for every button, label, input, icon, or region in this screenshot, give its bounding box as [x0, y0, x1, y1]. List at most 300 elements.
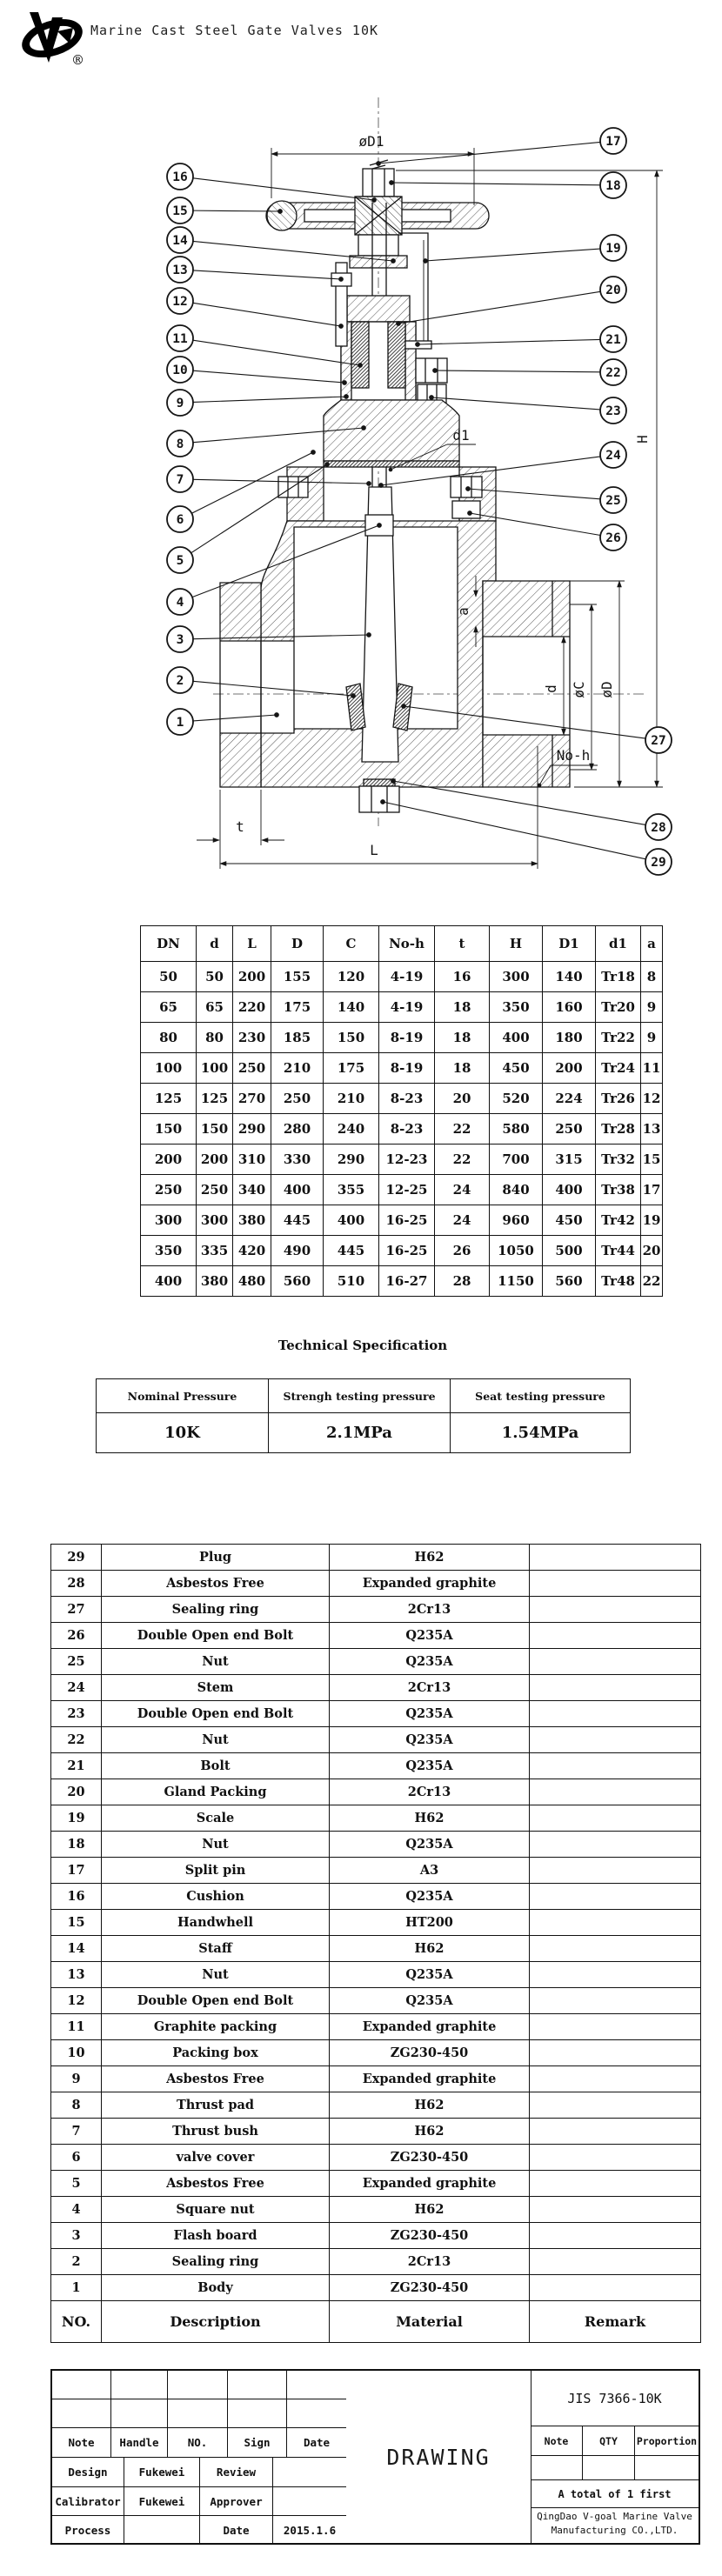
callout-number: 11	[172, 332, 188, 346]
callout-number: 25	[605, 494, 621, 508]
part-row	[51, 1649, 701, 1675]
dim-cell: Tr26	[596, 1084, 641, 1114]
part-row	[51, 2171, 701, 2197]
dim-cell: 250	[141, 1175, 197, 1205]
dim-cell: 80	[197, 1023, 233, 1053]
empty-cell	[583, 2456, 635, 2480]
dim-cell: 250	[197, 1175, 233, 1205]
part-row	[51, 1832, 701, 1858]
part-cell	[530, 2092, 701, 2119]
callout-number: 24	[605, 449, 621, 463]
callout-number: 23	[605, 404, 621, 418]
dim-cell: 16	[435, 962, 490, 992]
callout-number: 17	[605, 135, 621, 149]
qty-col-header: QTY	[583, 2426, 635, 2456]
callout-10	[167, 357, 344, 383]
callout-number: 22	[605, 366, 621, 380]
callout-number: 14	[172, 234, 188, 248]
part-cell: 22	[51, 1727, 102, 1753]
part-cell: 9	[51, 2066, 102, 2092]
callout-number: 28	[651, 821, 666, 835]
part-cell	[530, 1649, 701, 1675]
callout-leader	[193, 340, 360, 365]
company-name	[531, 2508, 699, 2539]
part-row	[51, 1910, 701, 1936]
dim-cell: 270	[233, 1084, 271, 1114]
part-cell: Staff	[102, 1936, 330, 1962]
dim-cell: Tr18	[596, 962, 641, 992]
part-cell: 12	[51, 1988, 102, 2014]
dim-cell: Tr24	[596, 1053, 641, 1084]
dim-cell: 240	[324, 1114, 379, 1145]
callout-number: 18	[605, 179, 621, 193]
callout-number: 2	[176, 674, 184, 688]
dim-cell: 300	[490, 962, 543, 992]
callout-20	[398, 277, 626, 324]
callout-leader	[425, 249, 600, 261]
dim-cell: 310	[233, 1145, 271, 1175]
empty-cell	[287, 2371, 346, 2399]
dim-table-row	[141, 992, 663, 1023]
part-cell	[530, 2223, 701, 2249]
callout-number: 13	[172, 264, 188, 277]
dim-cell: 20	[435, 1084, 490, 1114]
dim-table-row	[141, 1145, 663, 1175]
callout-number: 12	[172, 295, 188, 309]
dim-cell: 140	[324, 992, 379, 1023]
dim-cell: 18	[435, 1023, 490, 1053]
part-cell	[530, 2275, 701, 2301]
callout-number: 4	[176, 596, 184, 610]
dim-cell: 8-23	[379, 1114, 435, 1145]
dim-cell: 200	[543, 1053, 596, 1084]
part-cell: Q235A	[330, 1832, 530, 1858]
empty-cell	[228, 2371, 287, 2399]
dim-cell: 1150	[490, 1266, 543, 1297]
callout-leader	[193, 178, 374, 200]
drawing-label: DRAWING	[386, 2444, 491, 2470]
dim-cell: 340	[233, 1175, 271, 1205]
callout-18	[391, 172, 626, 198]
part-row	[51, 1962, 701, 1988]
part-cell: ZG230-450	[330, 2223, 530, 2249]
callout-16	[167, 164, 374, 200]
dim-cell: 380	[197, 1266, 233, 1297]
part-cell	[530, 1779, 701, 1805]
part-row	[51, 1858, 701, 1884]
callout-number: 5	[176, 554, 184, 568]
brand-logo-icon	[17, 12, 88, 68]
dim-cell: 12-23	[379, 1145, 435, 1175]
part-cell	[530, 1597, 701, 1623]
part-cell: Plug	[102, 1545, 330, 1571]
dim-cell: Tr32	[596, 1145, 641, 1175]
review-label: Review	[200, 2458, 273, 2487]
dim-cell: Tr20	[596, 992, 641, 1023]
dim-cell: 16-25	[379, 1205, 435, 1236]
part-cell: valve cover	[102, 2145, 330, 2171]
part-cell: Q235A	[330, 1701, 530, 1727]
dim-cell: 330	[271, 1145, 324, 1175]
dim-cell: 520	[490, 1084, 543, 1114]
part-row	[51, 2249, 701, 2275]
process-name	[124, 2516, 200, 2545]
dim-cell: 180	[543, 1023, 596, 1053]
dim-header-cell: C	[324, 926, 379, 962]
part-row	[51, 1675, 701, 1701]
dim-cell: 335	[197, 1236, 233, 1266]
callout-number: 3	[176, 633, 184, 647]
part-cell: Nut	[102, 1649, 330, 1675]
part-cell	[530, 1675, 701, 1701]
design-name: Fukewei	[124, 2458, 200, 2487]
part-cell: 3	[51, 2223, 102, 2249]
part-cell	[530, 1858, 701, 1884]
dim-header-cell: t	[435, 926, 490, 962]
part-cell: Handwhell	[102, 1910, 330, 1936]
part-row	[51, 2145, 701, 2171]
dim-cell: 22	[435, 1145, 490, 1175]
part-row	[51, 1753, 701, 1779]
part-row	[51, 2223, 701, 2249]
dim-cell: 16-25	[379, 1236, 435, 1266]
callout-number: 15	[172, 204, 188, 218]
part-cell: Q235A	[330, 1649, 530, 1675]
parts-header-cell: Description	[102, 2301, 330, 2343]
callout-leader	[193, 397, 346, 402]
dim-cell: 840	[490, 1175, 543, 1205]
dim-cell: 65	[141, 992, 197, 1023]
dim-cell: 8-19	[379, 1023, 435, 1053]
dim-cell: 445	[271, 1205, 324, 1236]
part-cell	[530, 1623, 701, 1649]
dim-label-D1: øD1	[358, 133, 384, 150]
spec-header-row	[97, 1379, 631, 1413]
dim-cell: 400	[324, 1205, 379, 1236]
proportion-col-header: Proportion	[635, 2426, 699, 2456]
part-cell: ZG230-450	[330, 2145, 530, 2171]
dim-cell: 18	[435, 1053, 490, 1084]
part-cell: Q235A	[330, 1727, 530, 1753]
part-row	[51, 1884, 701, 1910]
part-cell: Nut	[102, 1727, 330, 1753]
dim-cell: 224	[543, 1084, 596, 1114]
dim-table-row	[141, 1236, 663, 1266]
dim-cell: 580	[490, 1114, 543, 1145]
part-cell: Asbestos Free	[102, 2066, 330, 2092]
no-header: NO.	[168, 2428, 228, 2458]
part-cell: 20	[51, 1779, 102, 1805]
part-cell: 6	[51, 2145, 102, 2171]
dim-cell: 220	[233, 992, 271, 1023]
part-cell: Packing box	[102, 2040, 330, 2066]
part-cell: Q235A	[330, 1988, 530, 2014]
spec-value-row	[97, 1413, 631, 1453]
dim-cell: 155	[271, 962, 324, 992]
part-cell	[530, 2040, 701, 2066]
dim-cell: Tr28	[596, 1114, 641, 1145]
part-cell: Thrust bush	[102, 2119, 330, 2145]
part-cell: 2Cr13	[330, 1779, 530, 1805]
dim-cell: 65	[197, 992, 233, 1023]
dim-cell: 20	[641, 1236, 663, 1266]
spec-value-cell: 2.1MPa	[269, 1413, 451, 1453]
parts-header-cell: Material	[330, 2301, 530, 2343]
callout-leader	[398, 291, 600, 324]
part-cell	[530, 2171, 701, 2197]
dim-cell: Tr38	[596, 1175, 641, 1205]
callout-22	[435, 359, 626, 385]
dim-cell: 8	[641, 962, 663, 992]
dim-cell: 1050	[490, 1236, 543, 1266]
dim-header-cell: DN	[141, 926, 197, 962]
dim-cell: 960	[490, 1205, 543, 1236]
part-cell: 11	[51, 2014, 102, 2040]
empty-cell	[287, 2399, 346, 2428]
part-cell: A3	[330, 1858, 530, 1884]
callout-23	[431, 397, 626, 424]
part-cell	[530, 1884, 701, 1910]
dim-table-row	[141, 1175, 663, 1205]
part-cell: 10	[51, 2040, 102, 2066]
part-cell: 8	[51, 2092, 102, 2119]
dim-header-cell: No-h	[379, 926, 435, 962]
dim-cell: 8-23	[379, 1084, 435, 1114]
part-cell	[530, 2014, 701, 2040]
part-cell	[530, 1545, 701, 1571]
dim-cell: 26	[435, 1236, 490, 1266]
dim-cell: 210	[271, 1053, 324, 1084]
note-col-header: Note	[531, 2426, 583, 2456]
callout-12	[167, 288, 341, 326]
dim-cell: 8-19	[379, 1053, 435, 1084]
callout-number: 20	[605, 284, 621, 297]
callout-15	[167, 197, 280, 224]
dim-cell: 150	[324, 1023, 379, 1053]
part-row	[51, 1779, 701, 1805]
dim-label-H: H	[634, 435, 651, 444]
dim-cell: 9	[641, 992, 663, 1023]
dim-cell: 380	[233, 1205, 271, 1236]
part-cell: 27	[51, 1597, 102, 1623]
empty-cell	[168, 2399, 228, 2428]
part-cell: Body	[102, 2275, 330, 2301]
spec-value-cell: 10K	[97, 1413, 269, 1453]
part-cell	[530, 2197, 701, 2223]
part-cell: 2Cr13	[330, 1675, 530, 1701]
dim-header-cell: D1	[543, 926, 596, 962]
dim-table-row	[141, 1084, 663, 1114]
part-cell: Expanded graphite	[330, 1571, 530, 1597]
part-cell: H62	[330, 1805, 530, 1832]
registered-mark: ®	[71, 52, 84, 68]
dim-cell: 100	[197, 1053, 233, 1084]
part-cell: 18	[51, 1832, 102, 1858]
dim-cell: 15	[641, 1145, 663, 1175]
part-cell	[530, 1962, 701, 1988]
part-row	[51, 2119, 701, 2145]
calibrator-label: Calibrator	[52, 2487, 124, 2516]
empty-cell	[111, 2399, 168, 2428]
callout-11	[167, 325, 360, 365]
spec-header-cell: Nominal Pressure	[97, 1379, 269, 1413]
dim-cell: 80	[141, 1023, 197, 1053]
empty-cell	[635, 2456, 699, 2480]
dim-cell: 11	[641, 1053, 663, 1084]
design-label: Design	[52, 2458, 124, 2487]
dim-label-d1: d1	[452, 427, 470, 444]
page-title: Marine Cast Steel Gate Valves 10K	[90, 23, 379, 38]
part-cell	[530, 1571, 701, 1597]
part-cell: H62	[330, 1936, 530, 1962]
part-cell	[530, 2119, 701, 2145]
approval-grid	[52, 2371, 346, 2543]
dim-cell: 350	[490, 992, 543, 1023]
dim-cell: 50	[141, 962, 197, 992]
company-line2: Manufacturing CO.,LTD.	[551, 2525, 679, 2536]
part-row	[51, 1727, 701, 1753]
part-cell	[530, 2249, 701, 2275]
dim-cell: 19	[641, 1205, 663, 1236]
callout-leader	[418, 339, 600, 344]
part-row	[51, 1597, 701, 1623]
dim-table-row	[141, 1266, 663, 1297]
part-cell: Thrust pad	[102, 2092, 330, 2119]
dim-cell: 490	[271, 1236, 324, 1266]
dim-cell: Tr42	[596, 1205, 641, 1236]
part-cell: Split pin	[102, 1858, 330, 1884]
part-cell	[530, 1910, 701, 1936]
callout-number: 7	[176, 473, 184, 487]
part-cell: 7	[51, 2119, 102, 2145]
sign-header: Sign	[228, 2428, 287, 2458]
dim-header-cell: a	[641, 926, 663, 962]
part-cell: Expanded graphite	[330, 2066, 530, 2092]
dim-cell: 300	[141, 1205, 197, 1236]
part-cell	[530, 1988, 701, 2014]
dim-cell: 9	[641, 1023, 663, 1053]
approver-name	[273, 2487, 346, 2516]
part-cell: 26	[51, 1623, 102, 1649]
dim-cell: Tr22	[596, 1023, 641, 1053]
dim-cell: 22	[435, 1114, 490, 1145]
dim-cell: 355	[324, 1175, 379, 1205]
part-cell: H62	[330, 1545, 530, 1571]
handle-header: Handle	[111, 2428, 168, 2458]
part-cell	[530, 1805, 701, 1832]
part-cell: Double Open end Bolt	[102, 1988, 330, 2014]
parts-header-cell: Remark	[530, 2301, 701, 2343]
dim-cell: 16-27	[379, 1266, 435, 1297]
dim-table-row	[141, 1053, 663, 1084]
part-row	[51, 1936, 701, 1962]
part-cell: Cushion	[102, 1884, 330, 1910]
dim-cell: 200	[141, 1145, 197, 1175]
dim-cell: 560	[543, 1266, 596, 1297]
part-cell: Double Open end Bolt	[102, 1701, 330, 1727]
tech-spec-table	[96, 1378, 631, 1453]
part-row	[51, 2275, 701, 2301]
dim-cell: 450	[543, 1205, 596, 1236]
part-cell: 2Cr13	[330, 2249, 530, 2275]
dim-header-cell: d1	[596, 926, 641, 962]
part-cell: 16	[51, 1884, 102, 1910]
callout-number: 16	[172, 170, 188, 184]
dim-label-D: øD	[598, 681, 615, 698]
callout-leader	[193, 303, 341, 326]
part-row	[51, 2066, 701, 2092]
note-header: Note	[52, 2428, 111, 2458]
part-cell: 2	[51, 2249, 102, 2275]
callout-leader	[383, 802, 645, 859]
spec-value-cell: 1.54MPa	[451, 1413, 631, 1453]
dim-table-header-row	[141, 926, 663, 962]
dim-cell: 300	[197, 1205, 233, 1236]
part-row	[51, 2092, 701, 2119]
empty-cell	[111, 2371, 168, 2399]
dim-cell: 100	[141, 1053, 197, 1084]
part-cell: 19	[51, 1805, 102, 1832]
parts-header-cell: NO.	[51, 2301, 102, 2343]
dim-cell: 420	[233, 1236, 271, 1266]
part-cell: Nut	[102, 1962, 330, 1988]
dim-cell: 18	[435, 992, 490, 1023]
part-cell	[530, 1727, 701, 1753]
dim-cell: 500	[543, 1236, 596, 1266]
part-cell: Q235A	[330, 1884, 530, 1910]
callout-21	[418, 326, 626, 352]
part-cell: Expanded graphite	[330, 2014, 530, 2040]
title-block	[50, 2369, 700, 2545]
part-cell: H62	[330, 2119, 530, 2145]
dim-cell: 280	[271, 1114, 324, 1145]
callout-number: 8	[176, 437, 184, 451]
dim-label-L: L	[370, 842, 378, 858]
part-cell: 28	[51, 1571, 102, 1597]
part-cell: 29	[51, 1545, 102, 1571]
part-row	[51, 1623, 701, 1649]
part-cell: 4	[51, 2197, 102, 2223]
part-row	[51, 1988, 701, 2014]
sheet-total: A total of 1 first	[531, 2480, 699, 2508]
part-cell: Asbestos Free	[102, 2171, 330, 2197]
part-cell: Sealing ring	[102, 1597, 330, 1623]
calibrator-name: Fukewei	[124, 2487, 200, 2516]
dim-table-row	[141, 1205, 663, 1236]
tech-spec-title: Technical Specification	[277, 1338, 448, 1353]
dim-cell: 125	[141, 1084, 197, 1114]
dim-cell: 175	[324, 1053, 379, 1084]
callout-leader	[435, 370, 600, 372]
dim-cell: 350	[141, 1236, 197, 1266]
part-cell	[530, 1753, 701, 1779]
part-cell: Nut	[102, 1832, 330, 1858]
part-cell: Flash board	[102, 2223, 330, 2249]
dim-cell: 24	[435, 1175, 490, 1205]
callout-number: 29	[651, 856, 666, 870]
dim-cell: 12-25	[379, 1175, 435, 1205]
dim-header-cell: L	[233, 926, 271, 962]
part-cell: 1	[51, 2275, 102, 2301]
standard-number: JIS 7366-10K	[531, 2371, 699, 2426]
dim-label-No-h: No-h	[556, 747, 591, 764]
callout-number: 10	[172, 364, 188, 377]
dim-cell: 125	[197, 1084, 233, 1114]
part-cell: ZG230-450	[330, 2275, 530, 2301]
dim-header-cell: D	[271, 926, 324, 962]
callout-1	[167, 709, 277, 735]
part-row	[51, 1545, 701, 1571]
